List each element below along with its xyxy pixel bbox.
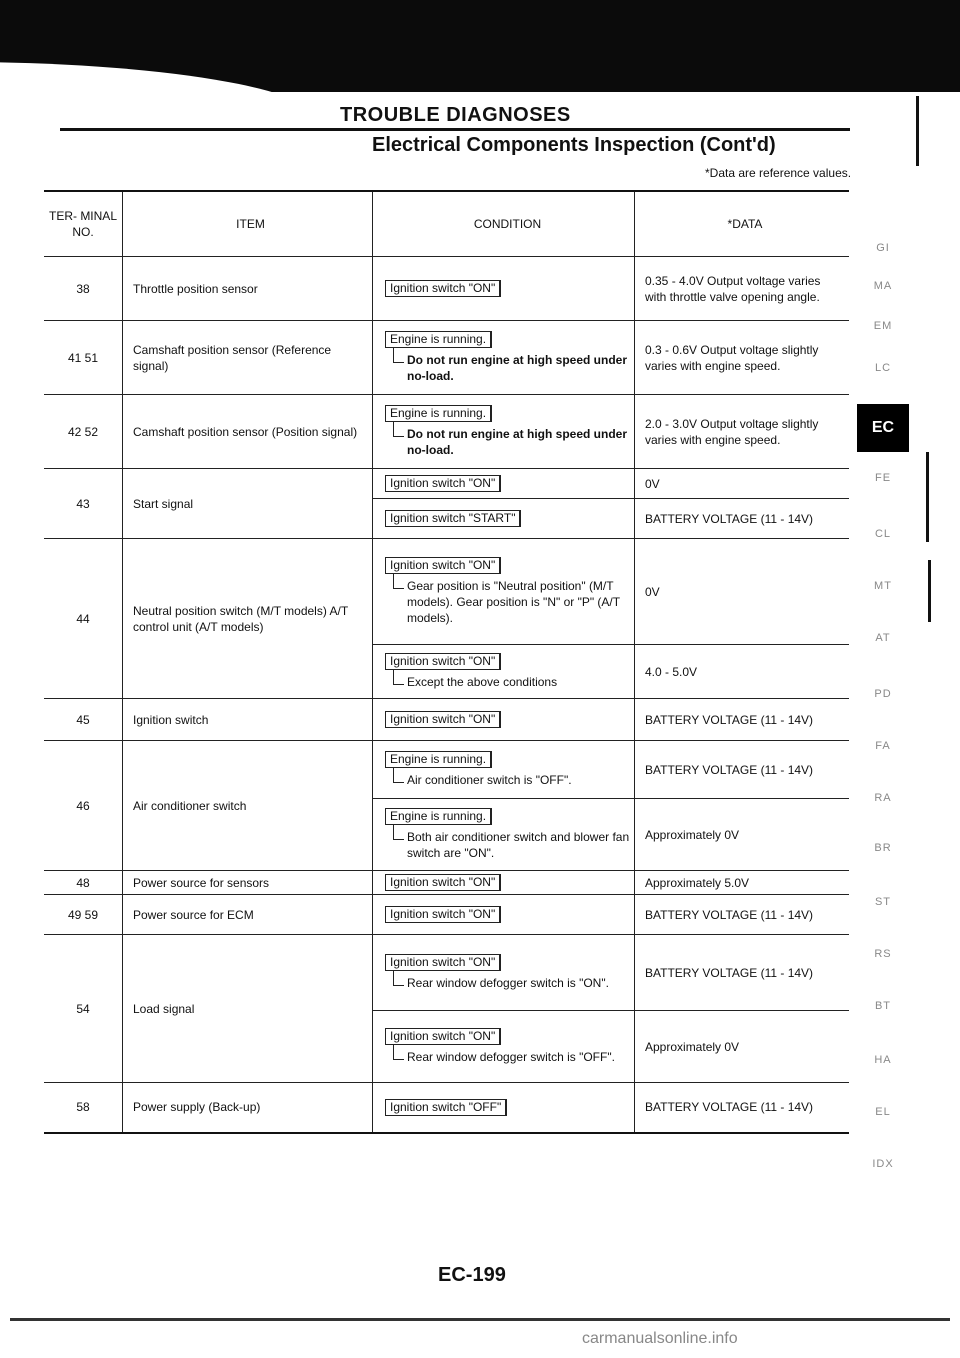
condition-sub: Air conditioner switch is "OFF". xyxy=(385,772,630,788)
table-row xyxy=(44,1083,849,1133)
terminal-no: 48 xyxy=(44,871,123,895)
table-row xyxy=(44,539,849,645)
side-tab-lc[interactable]: LC xyxy=(874,362,892,374)
side-tab-br[interactable]: BR xyxy=(874,842,892,854)
data-value: 0V xyxy=(635,539,850,645)
table-row xyxy=(44,469,849,499)
condition-box: Ignition switch "OFF" xyxy=(385,1099,507,1116)
condition-box: Engine is running. xyxy=(385,751,492,768)
page-subtitle: Electrical Components Inspection (Cont'd) xyxy=(372,134,776,156)
condition-box: Ignition switch "START" xyxy=(385,510,521,527)
side-tab-fa[interactable]: FA xyxy=(875,740,891,752)
condition xyxy=(373,1083,635,1133)
condition-sub: Do not run engine at high speed under no-load. xyxy=(385,426,630,458)
header-terminal: TER- MINAL NO. xyxy=(44,191,123,257)
side-tab-em[interactable]: EM xyxy=(873,320,893,332)
side-tab-ha[interactable]: HA xyxy=(874,1054,892,1066)
condition-box: Engine is running. xyxy=(385,808,492,825)
item-name: Start signal xyxy=(123,469,373,539)
watermark: carmanualsonline.info xyxy=(582,1330,738,1347)
page-title: TROUBLE DIAGNOSES xyxy=(340,104,571,126)
reference-values-note: *Data are reference values. xyxy=(705,166,852,180)
item-name: Load signal xyxy=(123,935,373,1083)
data-value: 0V xyxy=(635,469,850,499)
data-value: BATTERY VOLTAGE (11 - 14V) xyxy=(635,1083,850,1133)
condition xyxy=(373,395,635,469)
data-value: 0.35 - 4.0V Output voltage varies with throttle valve opening angle. xyxy=(635,257,850,321)
condition xyxy=(373,539,635,645)
side-tab-rs[interactable]: RS xyxy=(874,948,892,960)
item-name: Camshaft position sensor (Reference signal) xyxy=(123,321,373,395)
condition-sub: Gear position is "Neutral position" (M/T models). Gear position is "N" or "P" (A/T models). xyxy=(385,578,630,626)
condition xyxy=(373,499,635,539)
data-value: BATTERY VOLTAGE (11 - 14V) xyxy=(635,935,850,1011)
item-name: Camshaft position sensor (Position signal) xyxy=(123,395,373,469)
data-value: BATTERY VOLTAGE (11 - 14V) xyxy=(635,895,850,935)
condition-sub: Rear window defogger switch is "OFF". xyxy=(385,1049,630,1065)
side-tab-ma[interactable]: MA xyxy=(873,280,893,292)
item-name: Power supply (Back-up) xyxy=(123,1083,373,1133)
condition xyxy=(373,741,635,799)
item-name: Throttle position sensor xyxy=(123,257,373,321)
terminal-no: 41 51 xyxy=(44,321,123,395)
table-row xyxy=(44,871,849,895)
margin-bar xyxy=(928,560,931,622)
item-name: Ignition switch xyxy=(123,699,373,741)
header-data: *DATA xyxy=(635,191,850,257)
condition-box: Ignition switch "ON" xyxy=(385,874,501,891)
side-tab-cl[interactable]: CL xyxy=(874,528,892,540)
side-tab-idx[interactable]: IDX xyxy=(872,1158,894,1170)
condition-box: Ignition switch "ON" xyxy=(385,954,501,971)
side-tab-at[interactable]: AT xyxy=(875,632,891,644)
condition xyxy=(373,895,635,935)
item-name: Power source for sensors xyxy=(123,871,373,895)
terminal-no: 45 xyxy=(44,699,123,741)
title-rule xyxy=(60,128,850,131)
condition xyxy=(373,645,635,699)
item-name: Neutral position switch (M/T models) A/T control unit (A/T models) xyxy=(123,539,373,699)
margin-bar xyxy=(916,96,919,166)
condition xyxy=(373,699,635,741)
bottom-rule xyxy=(10,1318,950,1321)
condition xyxy=(373,257,635,321)
data-value: Approximately 5.0V xyxy=(635,871,850,895)
table-row xyxy=(44,395,849,469)
condition-sub: Both air conditioner switch and blower fan switch are "ON". xyxy=(385,829,630,861)
condition-box: Engine is running. xyxy=(385,331,492,348)
table-row xyxy=(44,935,849,1011)
item-name: Air conditioner switch xyxy=(123,741,373,871)
terminal-no: 42 52 xyxy=(44,395,123,469)
condition xyxy=(373,871,635,895)
condition xyxy=(373,935,635,1011)
item-name: Power source for ECM xyxy=(123,895,373,935)
side-tab-fe[interactable]: FE xyxy=(874,472,892,484)
condition-box: Ignition switch "ON" xyxy=(385,1028,501,1045)
condition-box: Engine is running. xyxy=(385,405,492,422)
data-value: Approximately 0V xyxy=(635,799,850,871)
side-tab-gi[interactable]: GI xyxy=(876,242,890,254)
margin-bar xyxy=(926,452,929,542)
terminal-no: 44 xyxy=(44,539,123,699)
condition-box: Ignition switch "ON" xyxy=(385,557,501,574)
condition xyxy=(373,799,635,871)
condition xyxy=(373,321,635,395)
condition-box: Ignition switch "ON" xyxy=(385,711,501,728)
terminal-no: 38 xyxy=(44,257,123,321)
table-row xyxy=(44,321,849,395)
data-value: 0.3 - 0.6V Output voltage slightly varies with engine speed. xyxy=(635,321,850,395)
terminal-no: 43 xyxy=(44,469,123,539)
condition-box: Ignition switch "ON" xyxy=(385,906,501,923)
condition-box: Ignition switch "ON" xyxy=(385,475,501,492)
header-item: ITEM xyxy=(123,191,373,257)
side-tab-pd[interactable]: PD xyxy=(874,688,892,700)
data-value: BATTERY VOLTAGE (11 - 14V) xyxy=(635,499,850,539)
side-tab-ra[interactable]: RA xyxy=(874,792,892,804)
table-header-row xyxy=(44,191,849,257)
condition-sub: Except the above conditions xyxy=(385,674,630,690)
side-tab-el[interactable]: EL xyxy=(875,1106,891,1118)
data-value: 2.0 - 3.0V Output voltage slightly varies with engine speed. xyxy=(635,395,850,469)
condition-sub: Rear window defogger switch is "ON". xyxy=(385,975,630,991)
side-tab-bt[interactable]: BT xyxy=(874,1000,892,1012)
data-value: Approximately 0V xyxy=(635,1011,850,1083)
condition-sub: Do not run engine at high speed under no-load. xyxy=(385,352,630,384)
condition-box: Ignition switch "ON" xyxy=(385,653,501,670)
terminal-no: 54 xyxy=(44,935,123,1083)
table-row xyxy=(44,741,849,799)
condition xyxy=(373,1011,635,1083)
inspection-table xyxy=(44,190,849,1134)
table-row xyxy=(44,699,849,741)
terminal-no: 46 xyxy=(44,741,123,871)
data-value: BATTERY VOLTAGE (11 - 14V) xyxy=(635,699,850,741)
data-value: BATTERY VOLTAGE (11 - 14V) xyxy=(635,741,850,799)
header-condition: CONDITION xyxy=(373,191,635,257)
terminal-no: 58 xyxy=(44,1083,123,1133)
condition xyxy=(373,469,635,499)
condition-box: Ignition switch "ON" xyxy=(385,280,501,297)
table-row xyxy=(44,257,849,321)
side-tab-st[interactable]: ST xyxy=(874,896,892,908)
side-tab-ec-active[interactable]: EC xyxy=(857,404,909,452)
table-row xyxy=(44,895,849,935)
terminal-no: 49 59 xyxy=(44,895,123,935)
page-code: EC-199 xyxy=(438,1264,506,1286)
data-value: 4.0 - 5.0V xyxy=(635,645,850,699)
side-tab-mt[interactable]: MT xyxy=(874,580,892,592)
